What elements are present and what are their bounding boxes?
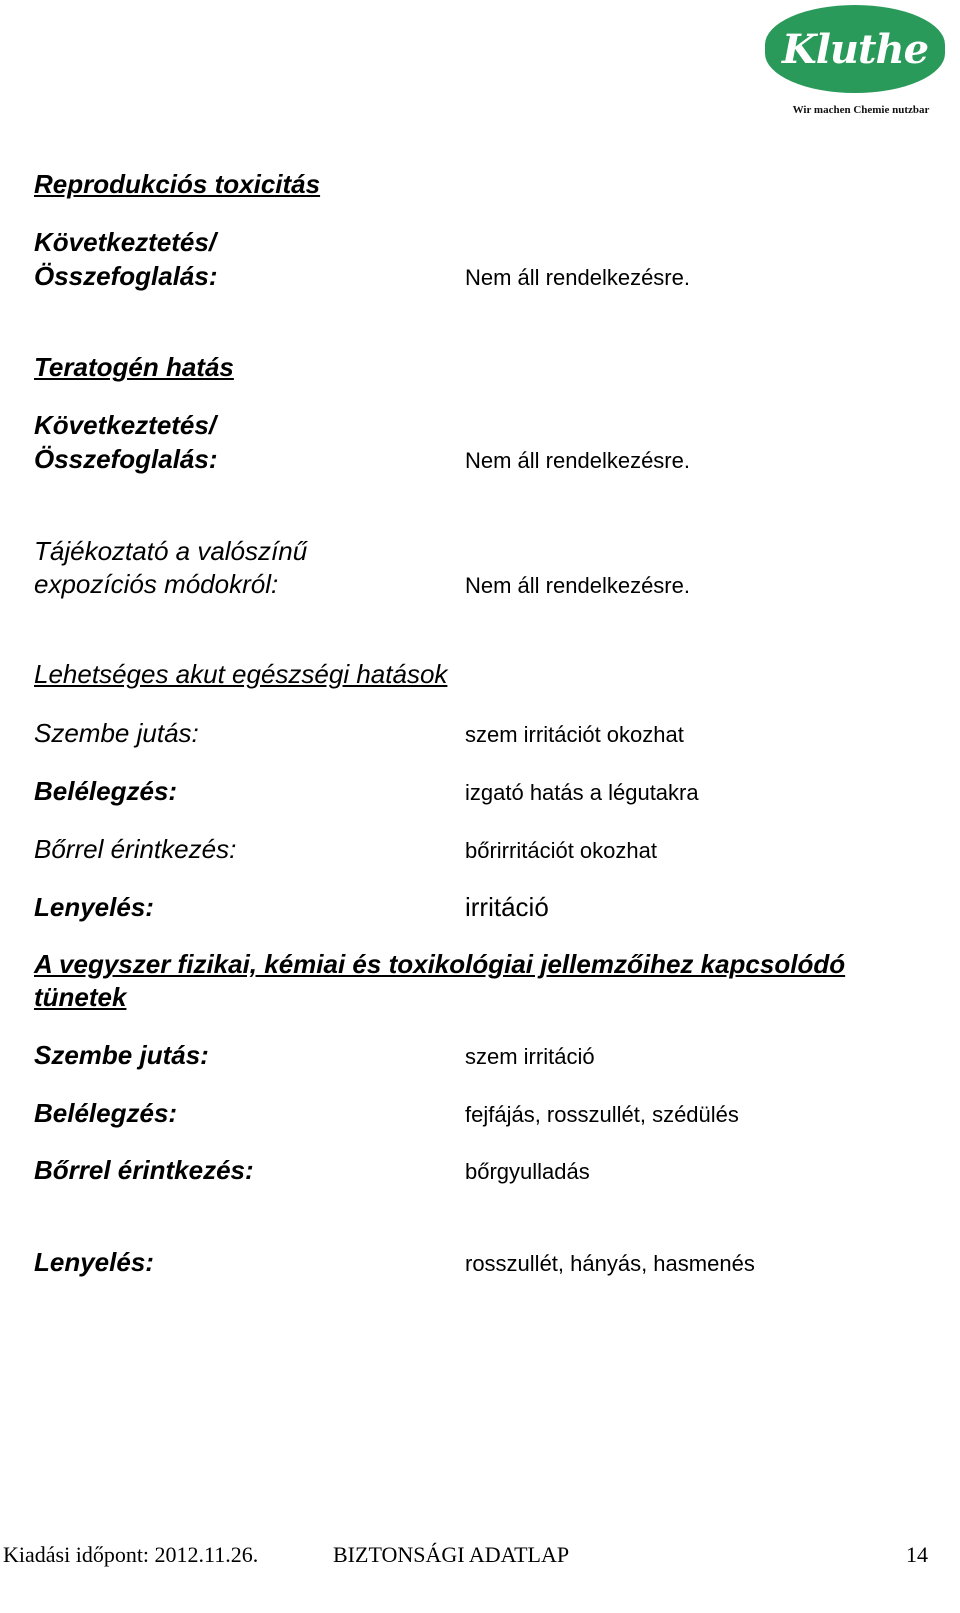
kluthe-logo — [765, 5, 945, 93]
section-heading-terat: Teratogén hatás — [34, 352, 234, 382]
repro-label-line1: Következtetés/ — [34, 227, 217, 257]
symptoms-value-inhalation: fejfájás, rosszullét, szédülés — [465, 1102, 739, 1127]
section-heading-acute: Lehetséges akut egészségi hatások — [34, 659, 448, 689]
terat-label-line2: Összefoglalás: — [34, 444, 218, 474]
symptoms-label-ingestion: Lenyelés: — [34, 1247, 154, 1277]
acute-label-ingestion: Lenyelés: — [34, 892, 154, 922]
symptoms-label-inhalation: Belélegzés: — [34, 1098, 178, 1128]
terat-value: Nem áll rendelkezésre. — [465, 448, 690, 473]
symptoms-value-ingestion: rosszullét, hányás, hasmenés — [465, 1251, 755, 1276]
acute-value-ingestion: irritáció — [465, 892, 549, 922]
acute-value-skin: bőrirritációt okozhat — [465, 838, 657, 863]
symptoms-value-eye: szem irritáció — [465, 1044, 595, 1069]
acute-label-skin: Bőrrel érintkezés: — [34, 834, 237, 864]
terat-label-line1: Következtetés/ — [34, 410, 217, 440]
symptoms-label-skin: Bőrrel érintkezés: — [34, 1155, 254, 1185]
repro-label-line2: Összefoglalás: — [34, 261, 218, 291]
expo-label-line2: expozíciós módokról: — [34, 569, 279, 599]
section-heading-repro: Reprodukciós toxicitás — [34, 169, 321, 199]
acute-value-eye: szem irritációt okozhat — [465, 722, 684, 747]
acute-label-eye: Szembe jutás: — [34, 718, 199, 748]
repro-value: Nem áll rendelkezésre. — [465, 265, 690, 290]
expo-value: Nem áll rendelkezésre. — [465, 573, 690, 598]
logo-tagline: Wir machen Chemie nutzbar — [792, 104, 930, 116]
symptoms-label-eye: Szembe jutás: — [34, 1040, 209, 1070]
logo-brand: Kluthe — [781, 25, 929, 73]
footer-page-number: 14 — [906, 1542, 928, 1567]
section-heading-symptoms: A vegyszer fizikai, kémiai és toxikológiai jellemzőihez kapcsolódó tünetek — [34, 949, 846, 1012]
footer-issue-date: Kiadási időpont: 2012.11.26. — [3, 1542, 259, 1567]
acute-label-inhalation: Belélegzés: — [34, 776, 178, 806]
symptoms-value-skin: bőrgyulladás — [465, 1159, 590, 1184]
acute-value-inhalation: izgató hatás a légutakra — [465, 780, 699, 805]
footer-doc-title: BIZTONSÁGI ADATLAP — [333, 1542, 570, 1567]
expo-label-line1: Tájékoztató a valószínű — [34, 536, 308, 566]
